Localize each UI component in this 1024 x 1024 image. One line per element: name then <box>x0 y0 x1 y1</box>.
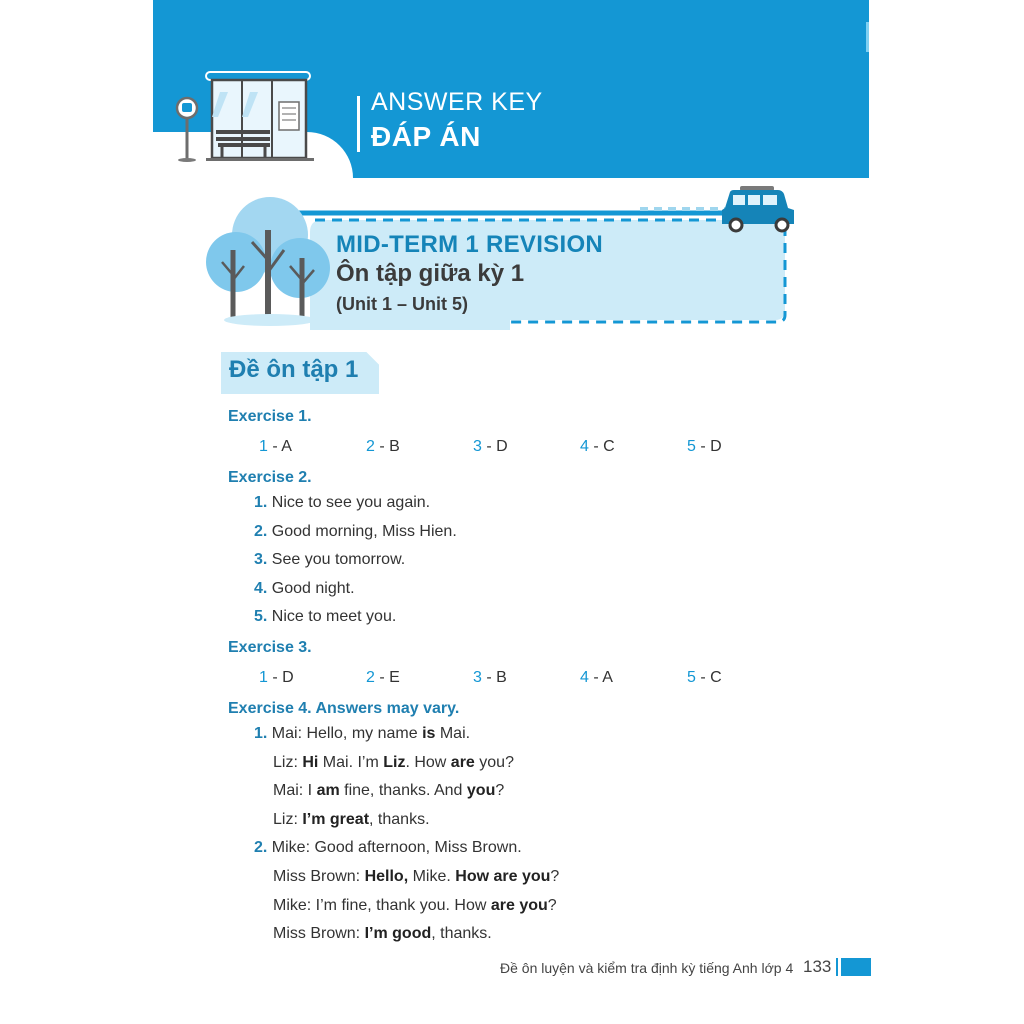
footer-accent-block <box>841 958 871 976</box>
banner-title: MID-TERM 1 REVISION <box>336 231 604 258</box>
exercise-3-title: Exercise 3. <box>228 639 312 656</box>
answer-item: 4 - C <box>580 438 615 455</box>
dialogue-1-line-2: Liz: Hi Mai. I’m Liz. How are you? <box>273 754 514 771</box>
exercise-2-item: 4. Good night. <box>254 580 355 597</box>
dialogue-1-line-1: 1. Mai: Hello, my name is Mai. <box>254 725 471 742</box>
answer-item: 5 - C <box>687 669 722 686</box>
answer-item: 3 - B <box>473 669 507 686</box>
dialogue-2-line-4: Miss Brown: I’m good, thanks. <box>273 925 492 942</box>
page-number: 133 <box>803 957 832 976</box>
header-title-vietnamese: ĐÁP ÁN <box>371 121 481 152</box>
exercise-2-title: Exercise 2. <box>228 469 312 486</box>
exercise-2-item: 5. Nice to meet you. <box>254 608 397 625</box>
header-accent-tick <box>866 22 869 52</box>
dialogue-1-line-4: Liz: I’m great, thanks. <box>273 811 430 828</box>
exercise-1-title: Exercise 1. <box>228 408 312 425</box>
exercise-4-title: Exercise 4. Answers may vary. <box>228 700 460 717</box>
answer-item: 2 - E <box>366 669 400 686</box>
exercise-2-item: 2. Good morning, Miss Hien. <box>254 523 457 540</box>
exercise-2-item: 1. Nice to see you again. <box>254 494 431 511</box>
answer-item: 1 - D <box>259 669 294 686</box>
bus-stop-illustration <box>170 62 330 172</box>
answer-item: 1 - A <box>259 438 292 455</box>
footer-book-title: Đề ôn luyện và kiểm tra định kỳ tiếng Anh lớp 4 <box>500 960 794 976</box>
header-title-english: ANSWER KEY <box>371 88 543 116</box>
section-tag-label: Đề ôn tập 1 <box>229 356 359 383</box>
footer-accent-line <box>836 958 838 976</box>
header-divider <box>357 96 360 152</box>
exercise-3-answers <box>259 669 859 691</box>
dialogue-2-line-3: Mike: I’m fine, thank you. How are you? <box>273 897 557 914</box>
answer-item: 3 - D <box>473 438 508 455</box>
banner-units: (Unit 1 – Unit 5) <box>336 294 469 314</box>
dialogue-2-line-1: 2. Mike: Good afternoon, Miss Brown. <box>254 839 522 856</box>
exercise-2-item: 3. See you tomorrow. <box>254 551 406 568</box>
banner-subtitle: Ôn tập giữa kỳ 1 <box>336 260 525 287</box>
answer-item: 2 - B <box>366 438 400 455</box>
answer-item: 4 - A <box>580 669 613 686</box>
answer-item: 5 - D <box>687 438 722 455</box>
dialogue-1-line-3: Mai: I am fine, thanks. And you? <box>273 782 505 799</box>
exercise-1-answers <box>259 438 859 460</box>
dialogue-2-line-2: Miss Brown: Hello, Mike. How are you? <box>273 868 560 885</box>
